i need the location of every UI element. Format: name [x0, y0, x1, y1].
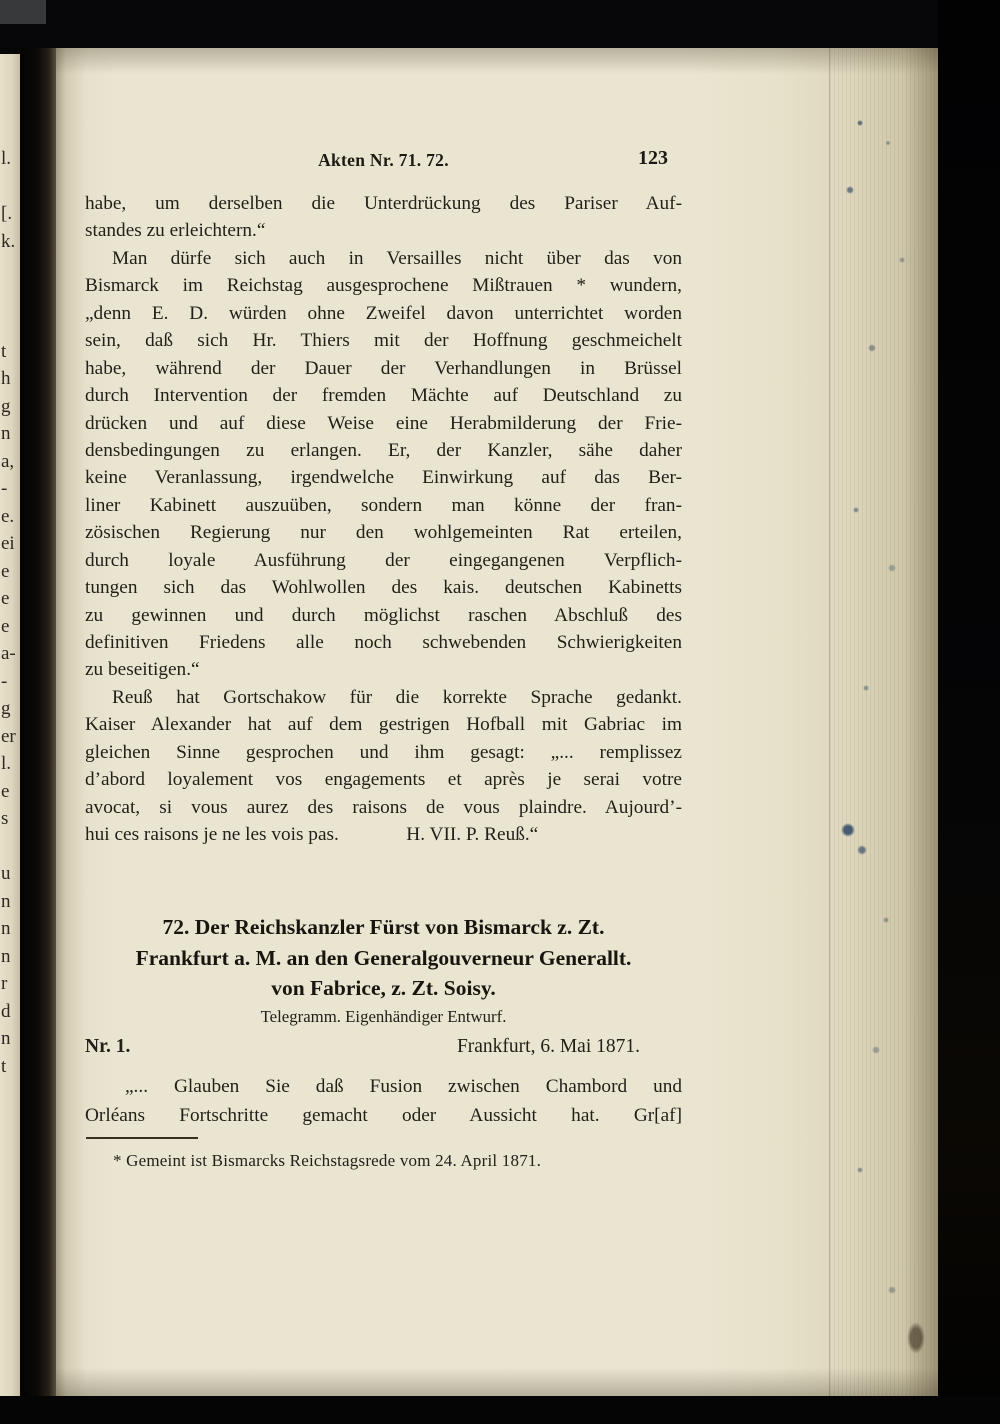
page-header [85, 147, 682, 176]
text-line: zösischen Regierung nur den wohlgemeinten Rat erteilen, [85, 522, 682, 544]
facing-page-fragment: t [1, 1055, 7, 1077]
facing-page-fragment: u [1, 863, 11, 884]
text-line: durch loyale Ausführung der eingegangenen Verpflich- [85, 549, 682, 571]
facing-page-fragment: a, [1, 450, 15, 472]
facing-page-fragment: a- [1, 643, 16, 664]
facing-page-fragment: g [1, 698, 11, 719]
telegram-text-block [85, 1072, 682, 1130]
text-line: „denn E. D. würden ohne Zweifel davon unterrichtet worden [85, 302, 682, 324]
facing-page-fragment: e [1, 780, 10, 802]
facing-page-fragment: r [1, 973, 8, 994]
text-line: zu gewinnen und durch möglichst raschen Abschluß des [85, 604, 682, 626]
text-line: habe, während der Dauer der Verhandlungen in Brüssel [85, 357, 682, 379]
facing-page-fragment: l. [1, 148, 12, 169]
page-number: 123 [638, 147, 668, 169]
text-line: gleichen Sinne gesprochen und ihm gesagt: „... remplissez [85, 741, 682, 763]
facing-page-fragment: n [1, 1028, 11, 1049]
facing-page-fragment: e [1, 560, 10, 582]
text-line: Man dürfe sich auch in Versailles nicht über das von [112, 247, 682, 269]
document-heading [85, 912, 682, 1004]
facing-page-fragment: l. [1, 753, 12, 774]
text-line: definitiven Friedens alle noch schwebenden Schwierigkeiten [85, 632, 682, 653]
facing-page-fragment: t [1, 340, 7, 362]
facing-page-fragment: e [1, 588, 10, 609]
telegram-line: Orléans Fortschritte gemacht oder Aussicht hat. Gr[af] [85, 1105, 682, 1126]
text-line: densbedingungen zu erlangen. Er, der Kanzler, sähe daher [85, 439, 682, 461]
text-line: keine Veranlassung, irgendwelche Einwirkung auf das Ber- [85, 467, 682, 489]
footnote-rule [86, 1137, 198, 1139]
document-number: Nr. 1. [85, 1036, 131, 1057]
facing-page-fragment: ei [1, 533, 15, 554]
text-line: hui ces raisons je ne les vois pas. H. VII. P. Reuß.“ [85, 824, 539, 846]
facing-page-fragment: e. [1, 505, 15, 527]
dateline: Frankfurt, 6. Mai 1871. [456, 1036, 640, 1057]
facing-page-fragment: e [1, 615, 10, 637]
facing-page-fragment: h [1, 368, 11, 389]
facing-page-fragment: n [1, 918, 11, 939]
text-line: habe, um derselben die Unterdrückung des Pariser Auf- [85, 193, 682, 214]
footnote-text: * Gemeint ist Bismarcks Reichstagsrede vom 24. April 1871. [113, 1151, 542, 1170]
facing-page-fragment: g [1, 395, 11, 417]
facing-page-fragment: - [1, 478, 8, 499]
text-line: d’abord loyalement vos engagements et après je serai votre [85, 769, 682, 791]
facing-page-fragment: n [1, 423, 11, 444]
text-line: Reuß hat Gortschakow für die korrekte Sprache gedankt. [112, 686, 682, 708]
text-line: standes zu erleichtern.“ [85, 220, 266, 242]
facing-page-fragment: n [1, 890, 11, 912]
text-line: zu beseitigen.“ [85, 659, 200, 681]
facing-page-fragment: [. [1, 203, 13, 224]
facing-page-fragment: - [1, 670, 8, 692]
document-heading-line: von Fabrice, z. Zt. Soisy. [271, 976, 496, 1000]
facing-page-fragment: s [1, 808, 9, 829]
facing-page-fragment: n [1, 945, 11, 967]
text-line: Bismarck im Reichstag ausgesprochene Mißtrauen * wundern, [85, 275, 682, 297]
text-line: tungen sich das Wohlwollen des kais. deutschen Kabinetts [85, 577, 682, 599]
facing-page-fragment: d [1, 1000, 11, 1022]
text-line: avocat, si vous aurez des raisons de vous plaindre. Aujourd’- [85, 796, 682, 818]
text-line: drücken und auf diese Weise eine Herabmilderung der Frie- [85, 412, 682, 434]
main-text-block [85, 190, 682, 849]
telegram-line: „... Glauben Sie daß Fusion zwischen Chambord und [125, 1076, 682, 1097]
document-heading-line: Frankfurt a. M. an den Generalgouverneur Generallt. [135, 945, 632, 970]
text-line: liner Kabinett auszuüben, sondern man könne der fran- [85, 494, 682, 516]
running-title: Akten Nr. 71. 72. [318, 150, 449, 170]
facing-page-fragment: er [1, 725, 16, 747]
facing-page-fragment: k. [1, 230, 16, 252]
text-line: Kaiser Alexander hat auf dem gestrigen Hofball mit Gabriac im [85, 714, 682, 736]
text-line: durch Intervention der fremden Mächte auf Deutschland zu [85, 385, 682, 407]
document-subheading: Telegramm. Eigenhändiger Entwurf. [260, 1007, 507, 1026]
document-number-row [85, 1036, 682, 1058]
document-heading-line: 72. Der Reichskanzler Fürst von Bismarck z. Zt. [162, 915, 605, 939]
text-line: sein, daß sich Hr. Thiers mit der Hoffnung geschmeichelt [85, 330, 682, 352]
